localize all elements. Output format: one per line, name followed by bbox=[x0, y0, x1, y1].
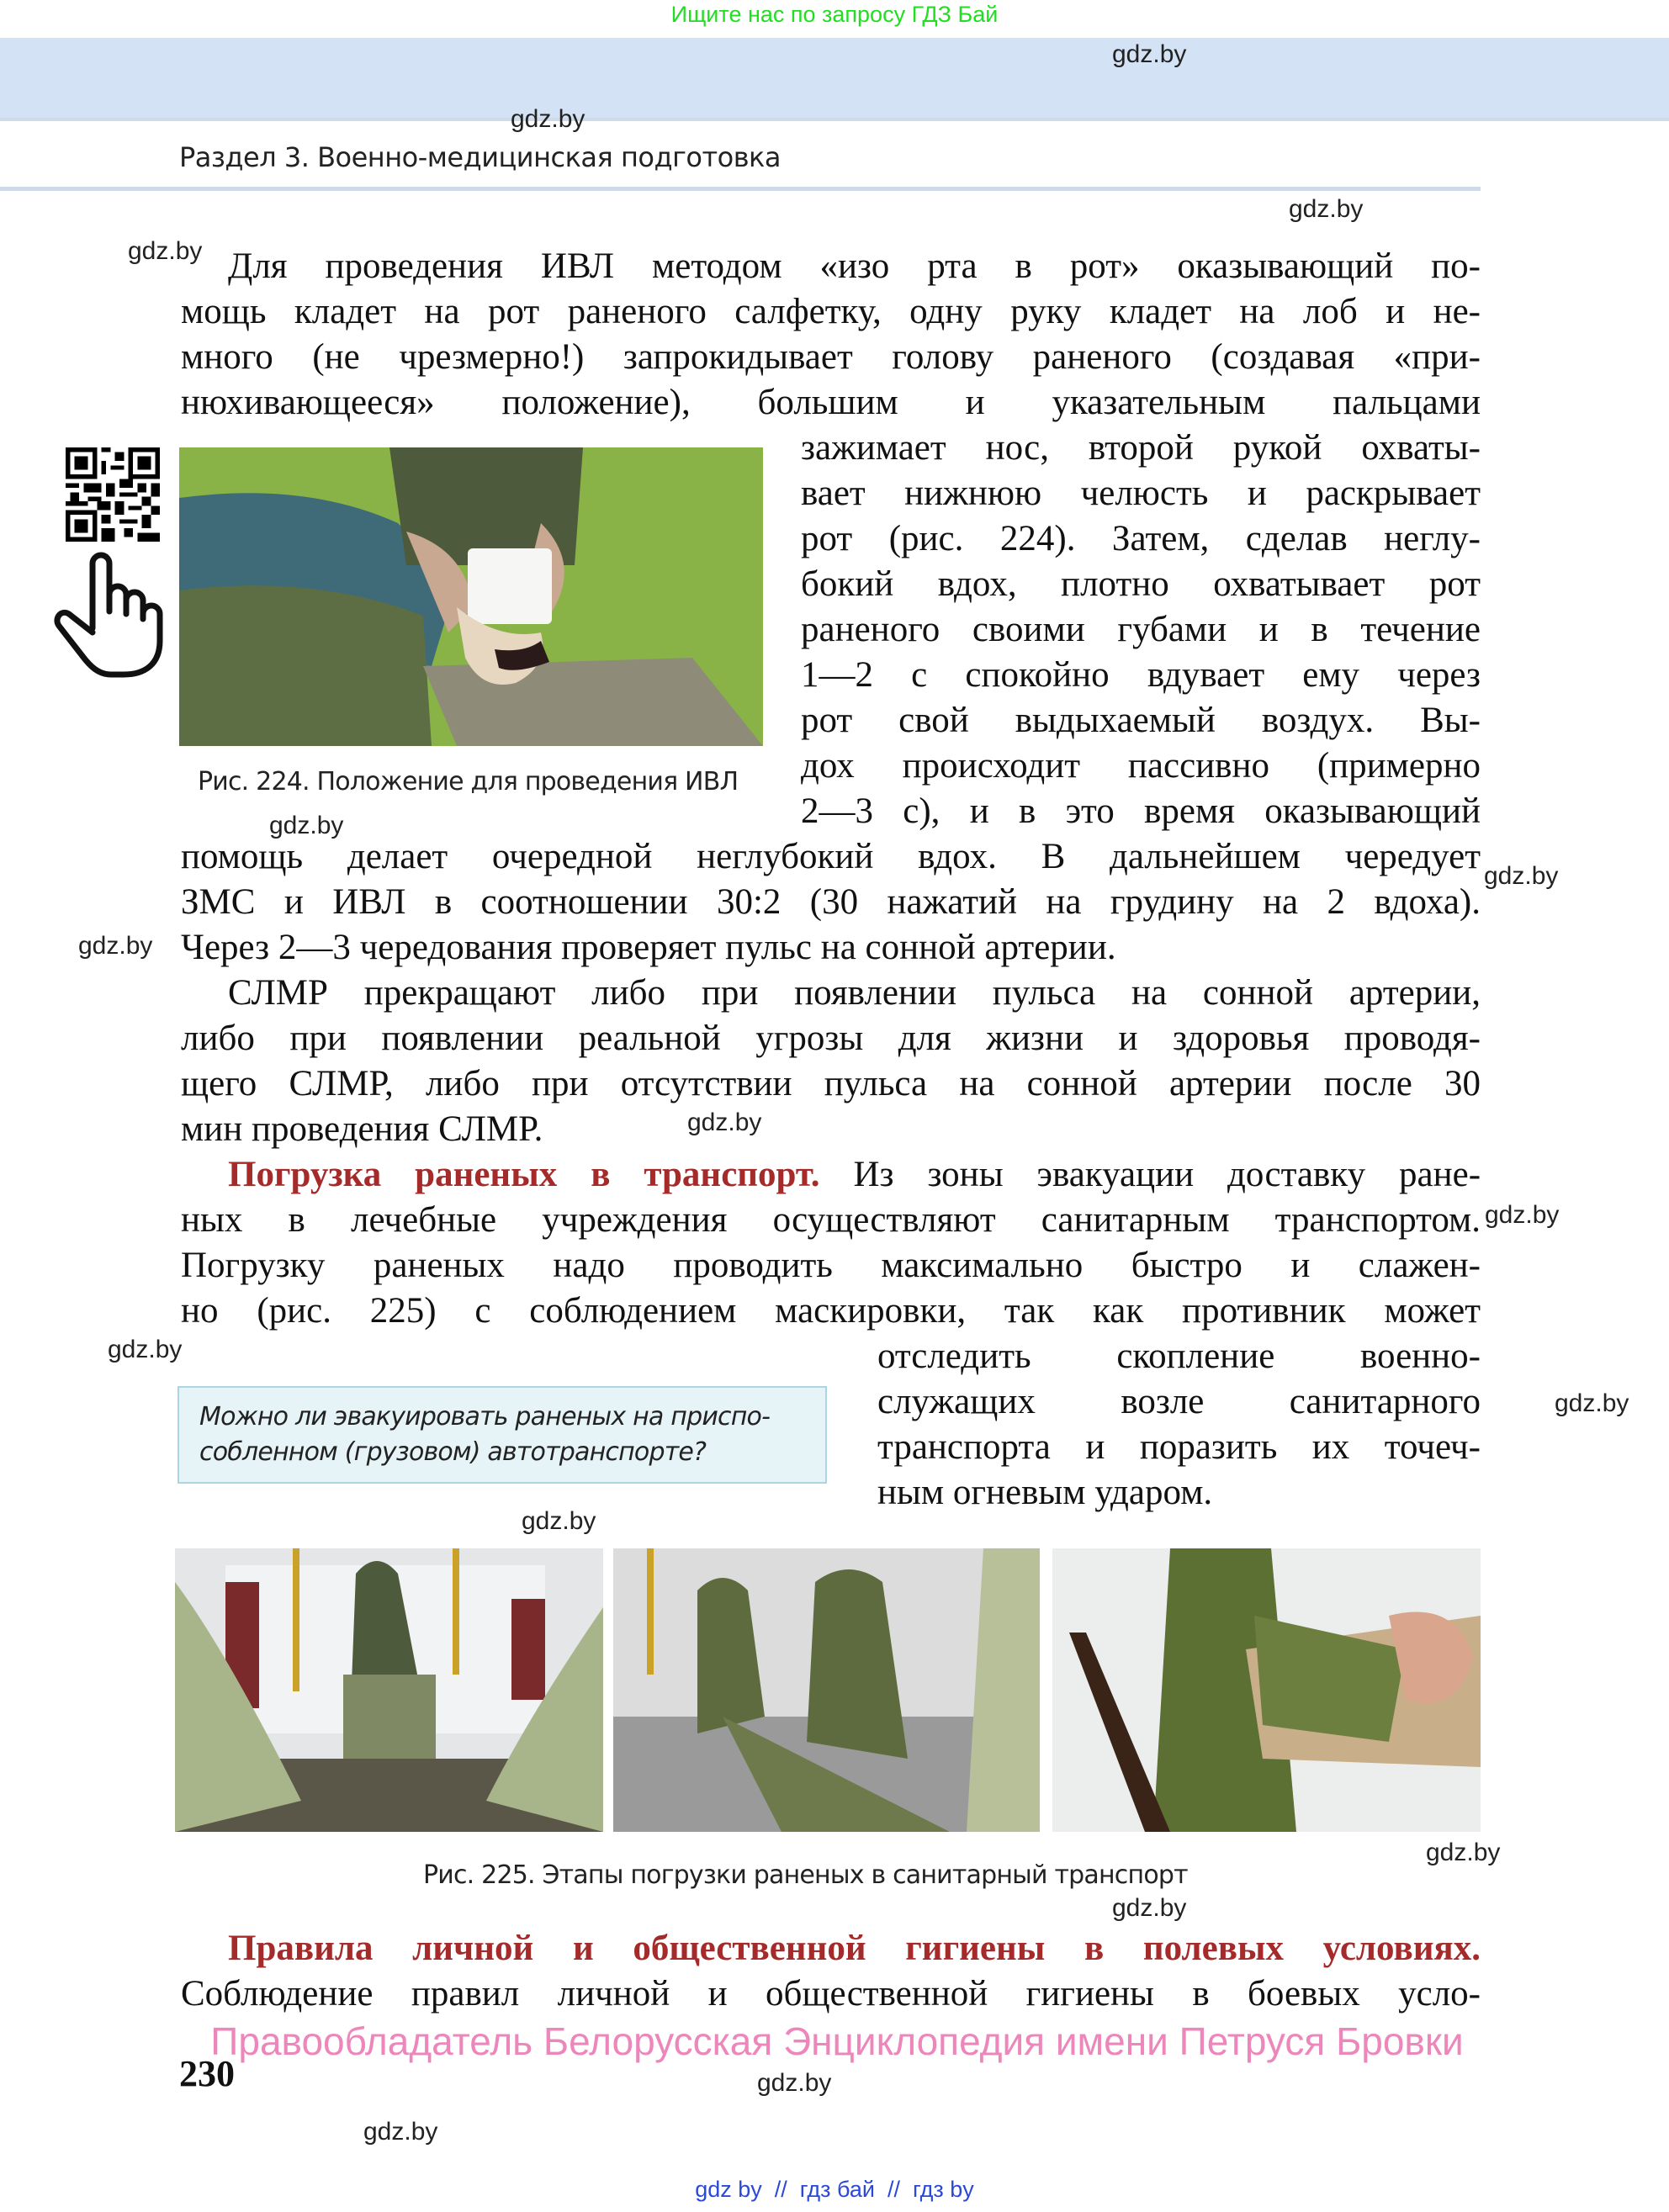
running-head-section-title: Раздел 3. Военно-медицинская подготовка bbox=[179, 141, 781, 173]
watermark: gdz.by bbox=[269, 812, 344, 839]
watermark: gdz.by bbox=[128, 237, 203, 265]
section-loading bbox=[181, 1152, 1481, 1334]
figure-225-caption: Рис. 225. Этапы погрузки раненых в санитарный транспорт bbox=[423, 1860, 1188, 1890]
text-line: рот свой выдыхаемый воздух. Вы- bbox=[801, 701, 1481, 740]
qr-code[interactable] bbox=[66, 447, 160, 542]
text-line: рот (рис. 224). Затем, сделав неглу- bbox=[801, 519, 1481, 558]
text-line: ных в лечебные учреждения осуществляют санитарным транспортом. bbox=[181, 1200, 1481, 1240]
text-line: 1—2 с спокойно вдувает ему через bbox=[801, 655, 1481, 695]
figure-224-photo bbox=[179, 447, 763, 746]
text-line: щего СЛМР, либо при отсутствии пульса на сонной артерии после 30 bbox=[181, 1064, 1481, 1103]
rights-holder-notice: Правообладатель Белорусская Энциклопедия имени Петруся Бровки bbox=[210, 2019, 1464, 2063]
text-line: Соблюдение правил личной и общественной гигиены в боевых усло- bbox=[181, 1974, 1481, 2014]
paragraph-1-bottom bbox=[181, 834, 1481, 971]
text-line bbox=[181, 1152, 1481, 1198]
text-line: но (рис. 225) с соблюдением маскировки, так как противник может bbox=[181, 1291, 1481, 1331]
text-line: ным огневым ударом. bbox=[877, 1473, 1213, 1512]
watermark: gdz.by bbox=[78, 932, 153, 960]
section-hygiene bbox=[181, 1926, 1481, 2017]
paragraph-2 bbox=[181, 971, 1481, 1152]
figure-225-photo-2 bbox=[613, 1548, 1040, 1832]
text-line: много (не чрезмерно!) запрокидывает голову раненого (создавая «при- bbox=[181, 337, 1481, 377]
section-heading-loading: Погрузка раненых в транспорт. bbox=[228, 1155, 820, 1194]
text-line: Для проведения ИВЛ методом «изо рта в рот» оказывающий по- bbox=[228, 246, 1481, 286]
section-heading-hygiene: Правила личной и общественной гигиены в полевых условиях. bbox=[228, 1929, 1481, 1968]
top-banner-search-hint: Ищите нас по запросу ГДЗ Бай bbox=[670, 2, 999, 27]
text-line: Погрузку раненых надо проводить максимально быстро и слажен- bbox=[181, 1246, 1481, 1285]
text-line: бокий вдох, плотно охватывает рот bbox=[801, 564, 1481, 604]
question-line: Можно ли эвакуировать раненых на приспо- bbox=[199, 1402, 771, 1431]
header-band bbox=[0, 38, 1669, 121]
footer-links[interactable]: gdz by // гдз бай // гдз by bbox=[695, 2177, 974, 2202]
text-line: мин проведения СЛМР. bbox=[181, 1109, 543, 1149]
text-line: либо при появлении реальной угрозы для жизни и здоровья проводя- bbox=[181, 1019, 1481, 1058]
watermark: gdz.by bbox=[1485, 1201, 1560, 1229]
text-line: транспорта и поразить их точеч- bbox=[877, 1427, 1481, 1467]
text-line: 2—3 с), и в это время оказывающий bbox=[801, 791, 1481, 831]
text-line: нюхивающееся» положение), большим и указательным пальцами bbox=[181, 383, 1481, 422]
figure-225-photo-3 bbox=[1052, 1548, 1481, 1832]
text-line: СЛМР прекращают либо при появлении пульса на сонной артерии, bbox=[228, 973, 1481, 1013]
watermark: gdz.by bbox=[757, 2069, 832, 2097]
header-divider bbox=[0, 187, 1481, 191]
text-line: Через 2—3 чередования проверяет пульс на сонной артерии. bbox=[181, 928, 1116, 967]
pointing-hand-icon bbox=[52, 548, 166, 679]
watermark: gdz.by bbox=[363, 2118, 438, 2146]
text-line: ЗМС и ИВЛ в соотношении 30:2 (30 нажатий на грудину на 2 вдоха). bbox=[181, 882, 1481, 922]
page-number: 230 bbox=[179, 2053, 235, 2094]
text-line: раненого своими губами и в течение bbox=[801, 610, 1481, 649]
watermark: gdz.by bbox=[687, 1109, 762, 1136]
watermark: gdz.by bbox=[108, 1336, 183, 1363]
question-callout-box bbox=[177, 1386, 827, 1484]
watermark: gdz.by bbox=[511, 105, 585, 133]
watermark: gdz.by bbox=[1289, 195, 1364, 223]
figure-224-caption: Рис. 224. Положение для проведения ИВЛ bbox=[198, 767, 739, 796]
text-line: отследить скопление военно- bbox=[877, 1336, 1481, 1376]
watermark: gdz.by bbox=[1112, 40, 1187, 68]
text-line: мощь кладет на рот раненого салфетку, одну руку кладет на лоб и не- bbox=[181, 292, 1481, 331]
figure-225-photo-1 bbox=[175, 1548, 603, 1832]
watermark: gdz.by bbox=[1484, 862, 1559, 890]
text-line: дох происходит пассивно (примерно bbox=[801, 746, 1481, 786]
watermark: gdz.by bbox=[1555, 1389, 1629, 1417]
section-loading-wrap-column bbox=[877, 1334, 1481, 1516]
paragraph-1-top bbox=[181, 244, 1481, 426]
watermark: gdz.by bbox=[522, 1507, 596, 1535]
text-line: вает нижнюю челюсть и раскрывает bbox=[801, 474, 1481, 513]
question-line: собленном (грузовом) автотранспорте? bbox=[199, 1437, 707, 1467]
watermark: gdz.by bbox=[1112, 1894, 1187, 1922]
text-fragment: Из зоны эвакуации доставку ране- bbox=[853, 1155, 1481, 1194]
paragraph-1-wrap-column bbox=[801, 426, 1481, 834]
text-line: помощь делает очередной неглубокий вдох. В дальнейшем чередует bbox=[181, 837, 1481, 876]
text-line: зажимает нос, второй рукой охваты- bbox=[801, 428, 1481, 468]
watermark: gdz.by bbox=[1426, 1839, 1501, 1866]
text-line: служащих возле санитарного bbox=[877, 1382, 1481, 1421]
